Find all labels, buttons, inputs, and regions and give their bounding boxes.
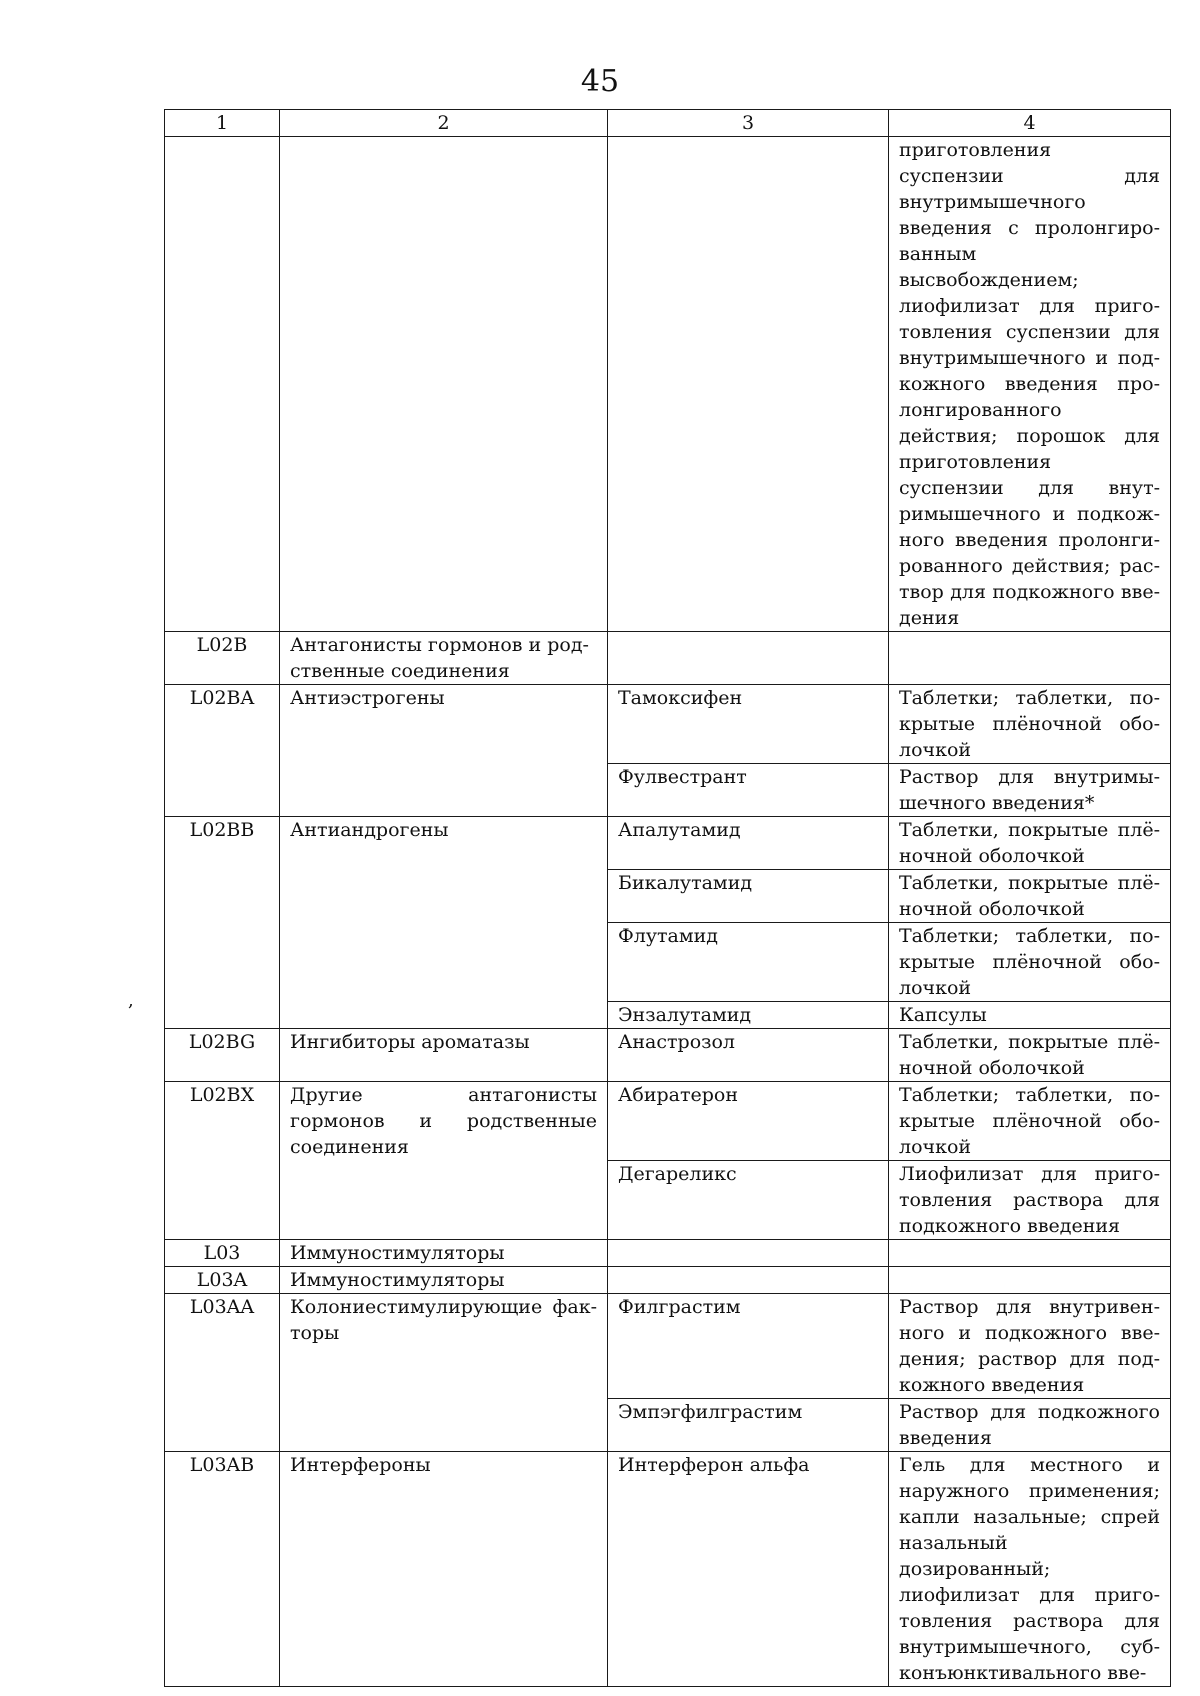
table-row — [165, 1294, 1171, 1399]
atc-code-cell: L02BX — [165, 1082, 280, 1240]
dosage-form-cell: Лиофилизат для приготовления раствора для подкожного введения — [889, 1161, 1171, 1240]
dosage-form-cell: Таблетки, покрытые плёночной оболочкой — [889, 1029, 1171, 1082]
drug-name-cell: Фулвестрант — [608, 764, 889, 817]
atc-code-cell: L02BG — [165, 1029, 280, 1082]
dosage-form-cell — [889, 1240, 1171, 1267]
drug-name-cell — [608, 1267, 889, 1294]
drug-name-cell: Тамоксифен — [608, 685, 889, 764]
dosage-form-cell: Раствор для внутримышечного введения* — [889, 764, 1171, 817]
drug-name-cell: Дегареликс — [608, 1161, 889, 1240]
atc-code-cell: L03AB — [165, 1452, 280, 1687]
table-row — [165, 1029, 1171, 1082]
table-row — [165, 632, 1171, 685]
group-name-cell: Интерфероны — [280, 1452, 608, 1687]
drug-name-cell — [608, 137, 889, 632]
dosage-form-cell: Таблетки; таблетки, покрытые плёночной оболочкой — [889, 1082, 1171, 1161]
drug-name-cell — [608, 1240, 889, 1267]
group-name-cell: Иммуностимуляторы — [280, 1240, 608, 1267]
dosage-form-cell: Гель для местного и наружного применения; капли назальные; спрей назальный дозированный; лиофилизат для приготовления раствора для внутримышечного, субконъюнктивального вве- — [889, 1452, 1171, 1687]
dosage-form-cell: Раствор для внутривенного и подкожного введения; раствор для подкожного введения — [889, 1294, 1171, 1399]
atc-code-cell: L03AA — [165, 1294, 280, 1452]
group-name-cell: Колониестимулирующие факторы — [280, 1294, 608, 1452]
drug-name-cell: Анастрозол — [608, 1029, 889, 1082]
header-col-4: 4 — [889, 110, 1171, 137]
header-col-2: 2 — [280, 110, 608, 137]
dosage-form-cell: Капсулы — [889, 1002, 1171, 1029]
drug-name-cell: Абиратерон — [608, 1082, 889, 1161]
stray-mark: , — [128, 990, 134, 1011]
group-name-cell: Иммуностимуляторы — [280, 1267, 608, 1294]
drug-name-cell: Флутамид — [608, 923, 889, 1002]
group-name-cell: Другие антагонисты гормонов и родственные соединения — [280, 1082, 608, 1240]
group-name-cell: Антиандрогены — [280, 817, 608, 1029]
atc-code-cell: L02BA — [165, 685, 280, 817]
drug-name-cell: Интерферон альфа — [608, 1452, 889, 1687]
table-row — [165, 685, 1171, 764]
atc-code-cell: L03A — [165, 1267, 280, 1294]
dosage-form-cell — [889, 1267, 1171, 1294]
drug-name-cell: Энзалутамид — [608, 1002, 889, 1029]
dosage-form-cell: Таблетки; таблетки, покрытые плёночной оболочкой — [889, 685, 1171, 764]
atc-code-cell — [165, 137, 280, 632]
dosage-form-cell: Таблетки, покрытые плёночной оболочкой — [889, 817, 1171, 870]
drug-name-cell — [608, 632, 889, 685]
atc-code-cell: L03 — [165, 1240, 280, 1267]
group-name-cell — [280, 137, 608, 632]
table-row — [165, 1082, 1171, 1161]
dosage-form-cell — [889, 632, 1171, 685]
dosage-form-cell: Раствор для подкожного введения — [889, 1399, 1171, 1452]
dosage-form-cell: приготовления суспензии для внутримышечного введения с пролонгированным высвобождением; лиофилизат для приготовления суспензии для внутримышечного и подкожного введения пролонгированного действия; порошок для приготовления суспензии для внутримышечного и подкожного введения пролонгированного действия; раствор для подкожного введения — [889, 137, 1171, 632]
table-row — [165, 817, 1171, 870]
group-name-cell: Ингибиторы ароматазы — [280, 1029, 608, 1082]
drug-classification-table — [164, 109, 1171, 1687]
table-row — [165, 1267, 1171, 1294]
dosage-form-cell: Таблетки, покрытые плёночной оболочкой — [889, 870, 1171, 923]
page-number: 45 — [580, 64, 620, 99]
atc-code-cell: L02B — [165, 632, 280, 685]
group-name-cell: Антиэстрогены — [280, 685, 608, 817]
dosage-form-cell: Таблетки; таблетки, покрытые плёночной оболочкой — [889, 923, 1171, 1002]
drug-name-cell: Бикалутамид — [608, 870, 889, 923]
atc-code-cell: L02BB — [165, 817, 280, 1029]
table-row — [165, 137, 1171, 632]
drug-name-cell: Апалутамид — [608, 817, 889, 870]
header-col-3: 3 — [608, 110, 889, 137]
group-name-cell: Антагонисты гормонов и родственные соединения — [280, 632, 608, 685]
table-row — [165, 1452, 1171, 1687]
header-col-1: 1 — [165, 110, 280, 137]
drug-name-cell: Филграстим — [608, 1294, 889, 1399]
table-header-row — [165, 110, 1171, 137]
drug-name-cell: Эмпэгфилграстим — [608, 1399, 889, 1452]
table-row — [165, 1240, 1171, 1267]
